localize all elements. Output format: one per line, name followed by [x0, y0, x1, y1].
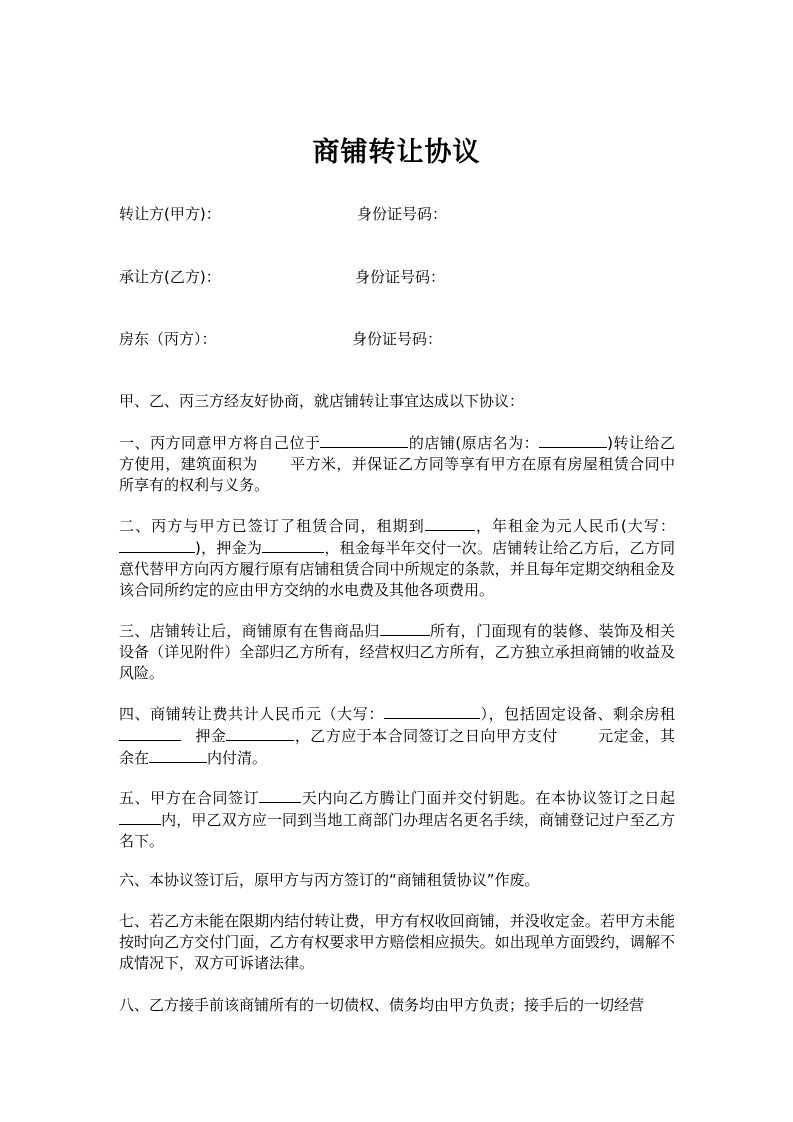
clause-4 [119, 703, 675, 769]
party-a-row [119, 202, 679, 226]
party-c-label: 房东（丙方）： [119, 330, 217, 348]
document-title: 商铺转让协议 [312, 137, 481, 168]
rent-amount-words-blank [119, 537, 195, 553]
clause-1 [119, 432, 675, 496]
clause-3 [119, 620, 675, 684]
clause-3-text-a: 三、店铺转让后，商铺原有在售商品归 [119, 622, 380, 640]
balance-period-blank [149, 747, 207, 763]
clause-2-text-a: 二、丙方与甲方已签订了租赁合同，租期到 [119, 517, 425, 535]
deposit-amount-blank [226, 725, 294, 741]
lease-end-blank [425, 515, 475, 531]
transfer-fee-words-blank [384, 703, 480, 719]
clause-7: 七、若乙方未能在限期内结付转让费，甲方有权收回商铺，并没收定金。若甲方未能按时向乙方交付门面，乙方有权要求甲方赔偿相应损失。如出现单方面毁约，调解不成情况下，双方可诉诸法律。 [119, 912, 675, 972]
party-a-id-label: 身份证号码： [357, 205, 448, 223]
party-c-id-label: 身份证号码： [352, 330, 443, 348]
clause-2-text-b: ，年租金为元人民币(大写： [474, 517, 675, 535]
party-b-id-label: 身份证号码： [355, 268, 446, 286]
remaining-rent-blank [119, 725, 181, 741]
clause-4-text-c: 押金 [195, 727, 227, 745]
clause-1-text-b: 的店铺(原店名为： [408, 434, 540, 452]
clause-5-text-c: 内，甲乙双方应一同到当地工商部门办理店名更名手续，商铺登记过户至乙方名下。 [119, 811, 675, 850]
clause-4-text-f: 内付清。 [207, 749, 268, 767]
clause-1-text-a: 一、丙方同意甲方将自己位于 [119, 434, 321, 452]
clause-4-text-d: ，乙方应于本合同签订之日向甲方支付 [294, 727, 558, 745]
goods-owner-blank [380, 620, 430, 636]
original-shop-name-blank [539, 432, 607, 448]
handover-days-blank [259, 787, 301, 803]
clause-2-text-c: )，押金为 [195, 539, 263, 557]
clause-3-text-b: 所有，门面现有的装修、装饰及相关设备（详见附件）全部归乙方所有，经营权归乙方所有，乙方独立承担商铺的收益及风险。 [119, 622, 675, 682]
shop-location-blank [320, 432, 408, 448]
clause-4-text-e: 元定金，其余在 [119, 727, 675, 767]
clause-1-text-d: 平方米，并保证乙方同等享有甲方在原有房屋租赁合同中所享有的权利与义务。 [119, 455, 675, 494]
clause-6: 六、本协议签订后，原甲方与丙方签订的“商铺租赁协议”作废。 [119, 871, 540, 889]
clause-2 [119, 515, 675, 601]
clause-8: 八、乙方接手前该商铺所有的一切债权、债务均由甲方负责；接手后的一切经营 [119, 996, 645, 1014]
clause-1-text-c: )转让给乙方使用，建筑面积为 [119, 434, 675, 473]
intro-paragraph: 甲、乙、丙三方经友好协商，就店铺转让事宜达成以下协议： [119, 392, 525, 410]
clause-5-text-b: 天内向乙方腾让门面并交付钥匙。在本协议签订之日起 [301, 789, 675, 807]
party-b-row [119, 265, 679, 289]
clause-4-text-a: 四、商铺转让费共计人民币元（大写： [119, 705, 384, 723]
clause-5 [119, 787, 675, 852]
deposit-blank [262, 537, 324, 553]
clause-4-text-b: ），包括固定设备、剩余房租 [479, 705, 675, 723]
clause-2-text-d: ，租金每半年交付一次。店铺转让给乙方后，乙方同意代替甲方向丙方履行原有店铺租赁合同中所规定的条款，并且每年定期交纳租金及该合同所约定的应由甲方交纳的水电费及其他各项费用。 [119, 539, 675, 599]
party-b-label: 承让方(乙方)： [119, 268, 221, 286]
party-c-row [119, 327, 679, 351]
registration-period-blank [119, 809, 161, 825]
party-a-label: 转让方(甲方)： [119, 205, 221, 223]
clause-5-text-a: 五、甲方在合同签订 [119, 789, 260, 807]
